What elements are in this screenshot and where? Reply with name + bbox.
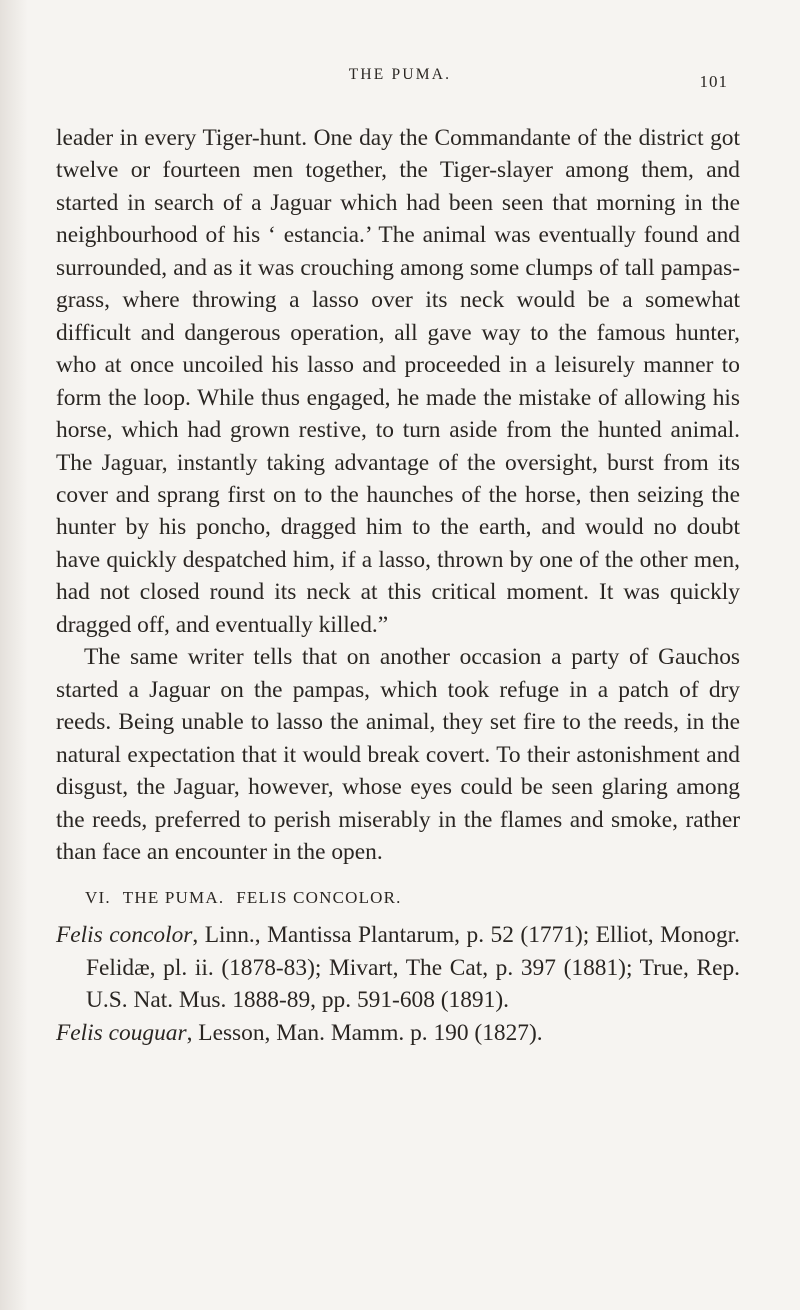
page-gutter-shadow: [0, 0, 28, 1310]
synonym-citation: , Linn., Mantissa Plantarum, p. 52 (1771); Elliot, Monogr. Felidæ, pl. ii. (1878-83); Mivart, The Cat, p. 397 (1881); True, Rep. U.S. Nat. Mus. 1888-89, pp. 591-608 (1891).: [86, 922, 740, 1014]
running-title: THE PUMA.: [348, 66, 452, 83]
running-head: [0, 66, 800, 90]
synonym-entry: [56, 919, 740, 1016]
section-scientific-name: FELIS CONCOLOR.: [236, 888, 402, 908]
paragraph-tiger-hunt: leader in every Tiger-hunt. One day the Commandante of the district got twelve or fourteen men together, the Tiger-slayer among them, and started in search of a Jaguar which had been seen that morning in the neighbourhood of his ‘ estancia.’ The animal was eventually found and surrounded, and as it was crouching among some clumps of tall pampas-grass, where throwing a lasso over its neck would be a somewhat difficult and dangerous operation, all gave way to the famous hunter, who at once uncoiled his lasso and proceeded in a leisurely manner to form the loop. While thus engaged, he made the mistake of allowing his horse, which had grown restive, to turn aside from the hunted animal. The Jaguar, instantly taking advantage of the oversight, burst from its cover and sprang first on to the haunches of the horse, then seizing the hunter by his poncho, dragged him to the earth, and would no doubt have quickly despatched him, if a lasso, thrown by one of the other men, had not closed round its neck at this critical moment. It was quickly dragged off, and eventually killed.”: [56, 125, 740, 638]
paragraph-gauchos-reeds: The same writer tells that on another occasion a party of Gauchos started a Jaguar on the pampas, which took refuge in a patch of dry reeds. Being unable to lasso the animal, they set fire to the reeds, in the natural expectation that it would break covert. To their astonishment and disgust, the Jaguar, however, whose eyes could be seen glaring among the reeds, preferred to perish miserably in the flames and smoke, rather than face an encounter in the open.: [56, 644, 740, 865]
synonym-name: Felis couguar: [56, 1019, 187, 1046]
page-body: [56, 122, 740, 1049]
section-heading-puma: [56, 886, 740, 910]
synonym-citation: , Lesson, Man. Mamm. p. 190 (1827).: [186, 1019, 543, 1046]
synonym-entry: [56, 1017, 740, 1049]
section-number: VI.: [85, 888, 111, 908]
synonym-name: Felis concolor: [56, 922, 193, 949]
section-common-name: THE PUMA.: [122, 888, 225, 908]
page-number: 101: [699, 72, 728, 91]
